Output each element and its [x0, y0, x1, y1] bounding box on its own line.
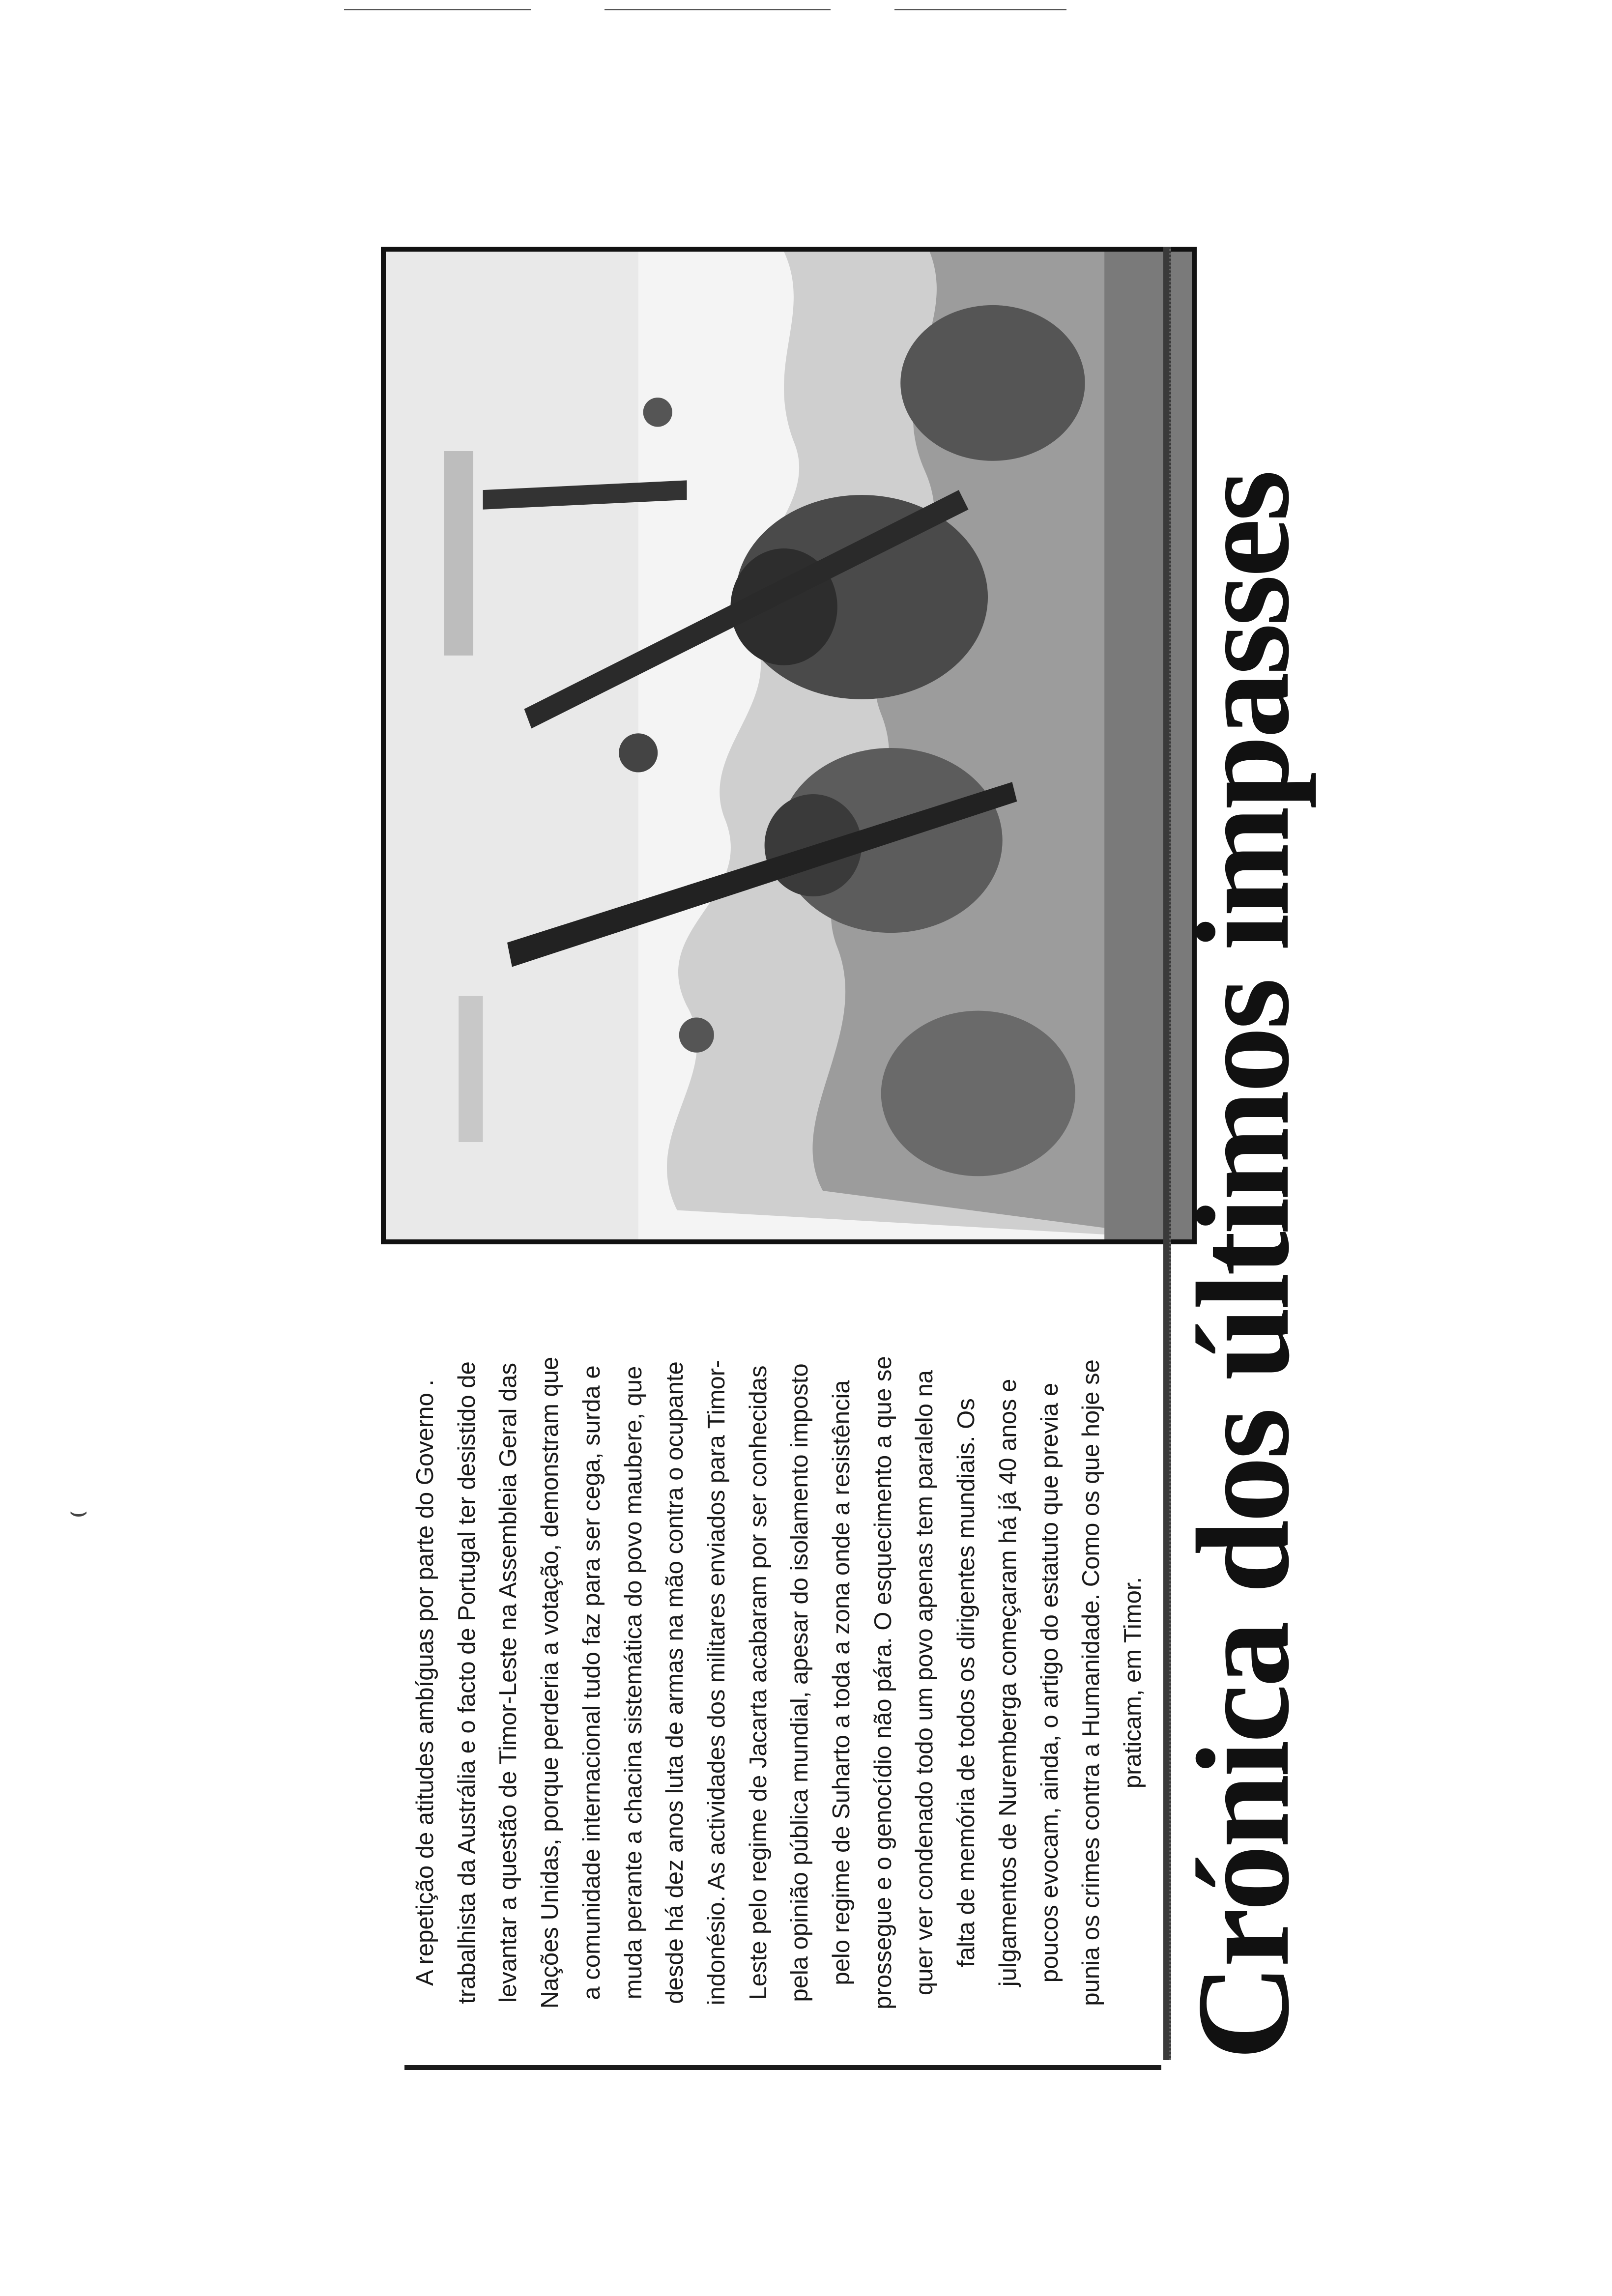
- article-body: A repetição de atitudes ambíguas por parte do Governo . trabalhista da Austrália e o facto de Portugal ter desistido de levantar a questão de Timor-Leste na Assembleia Geral das Nações Unidas, porque perderia a votação, demonstram que a comunidade internacional tudo faz para ser cega, surda e muda perante a chacina sistemática do povo maubere, que desde há dez anos luta de armas na mão contra o ocupante indonésio. As actividades dos militares enviados para Timor- Leste pelo regime de Jacarta acabaram por ser conhecidas pela opinião pública mundial, apesar do isolamento imposto pelo regime de Suharto a toda a zona onde a resistência prossegue e o genocídio não pára. O esquecimento a que se quer ver condenado todo um povo apenas tem paralelo na falta de memória de todos os dirigentes mundiais. Os julgamentos de Nuremberga começaram há já 40 anos e poucos evocam, ainda, o artigo do estatuto que previa e punia os crimes contra a Humanidade. Como os que hoje se praticam, em Timor.: [404, 1323, 1161, 2070]
- scan-speck: ⌣: [69, 1494, 88, 1528]
- scan-top-rule: [604, 9, 831, 10]
- news-photo: [381, 247, 1197, 1244]
- scan-top-rule: [894, 9, 1066, 10]
- scan-top-rule: [344, 9, 531, 10]
- photo-image: [386, 252, 1192, 1239]
- article-clipping: [381, 109, 1383, 2070]
- headline: Crónica dos últimos impasses: [1170, 473, 1317, 2060]
